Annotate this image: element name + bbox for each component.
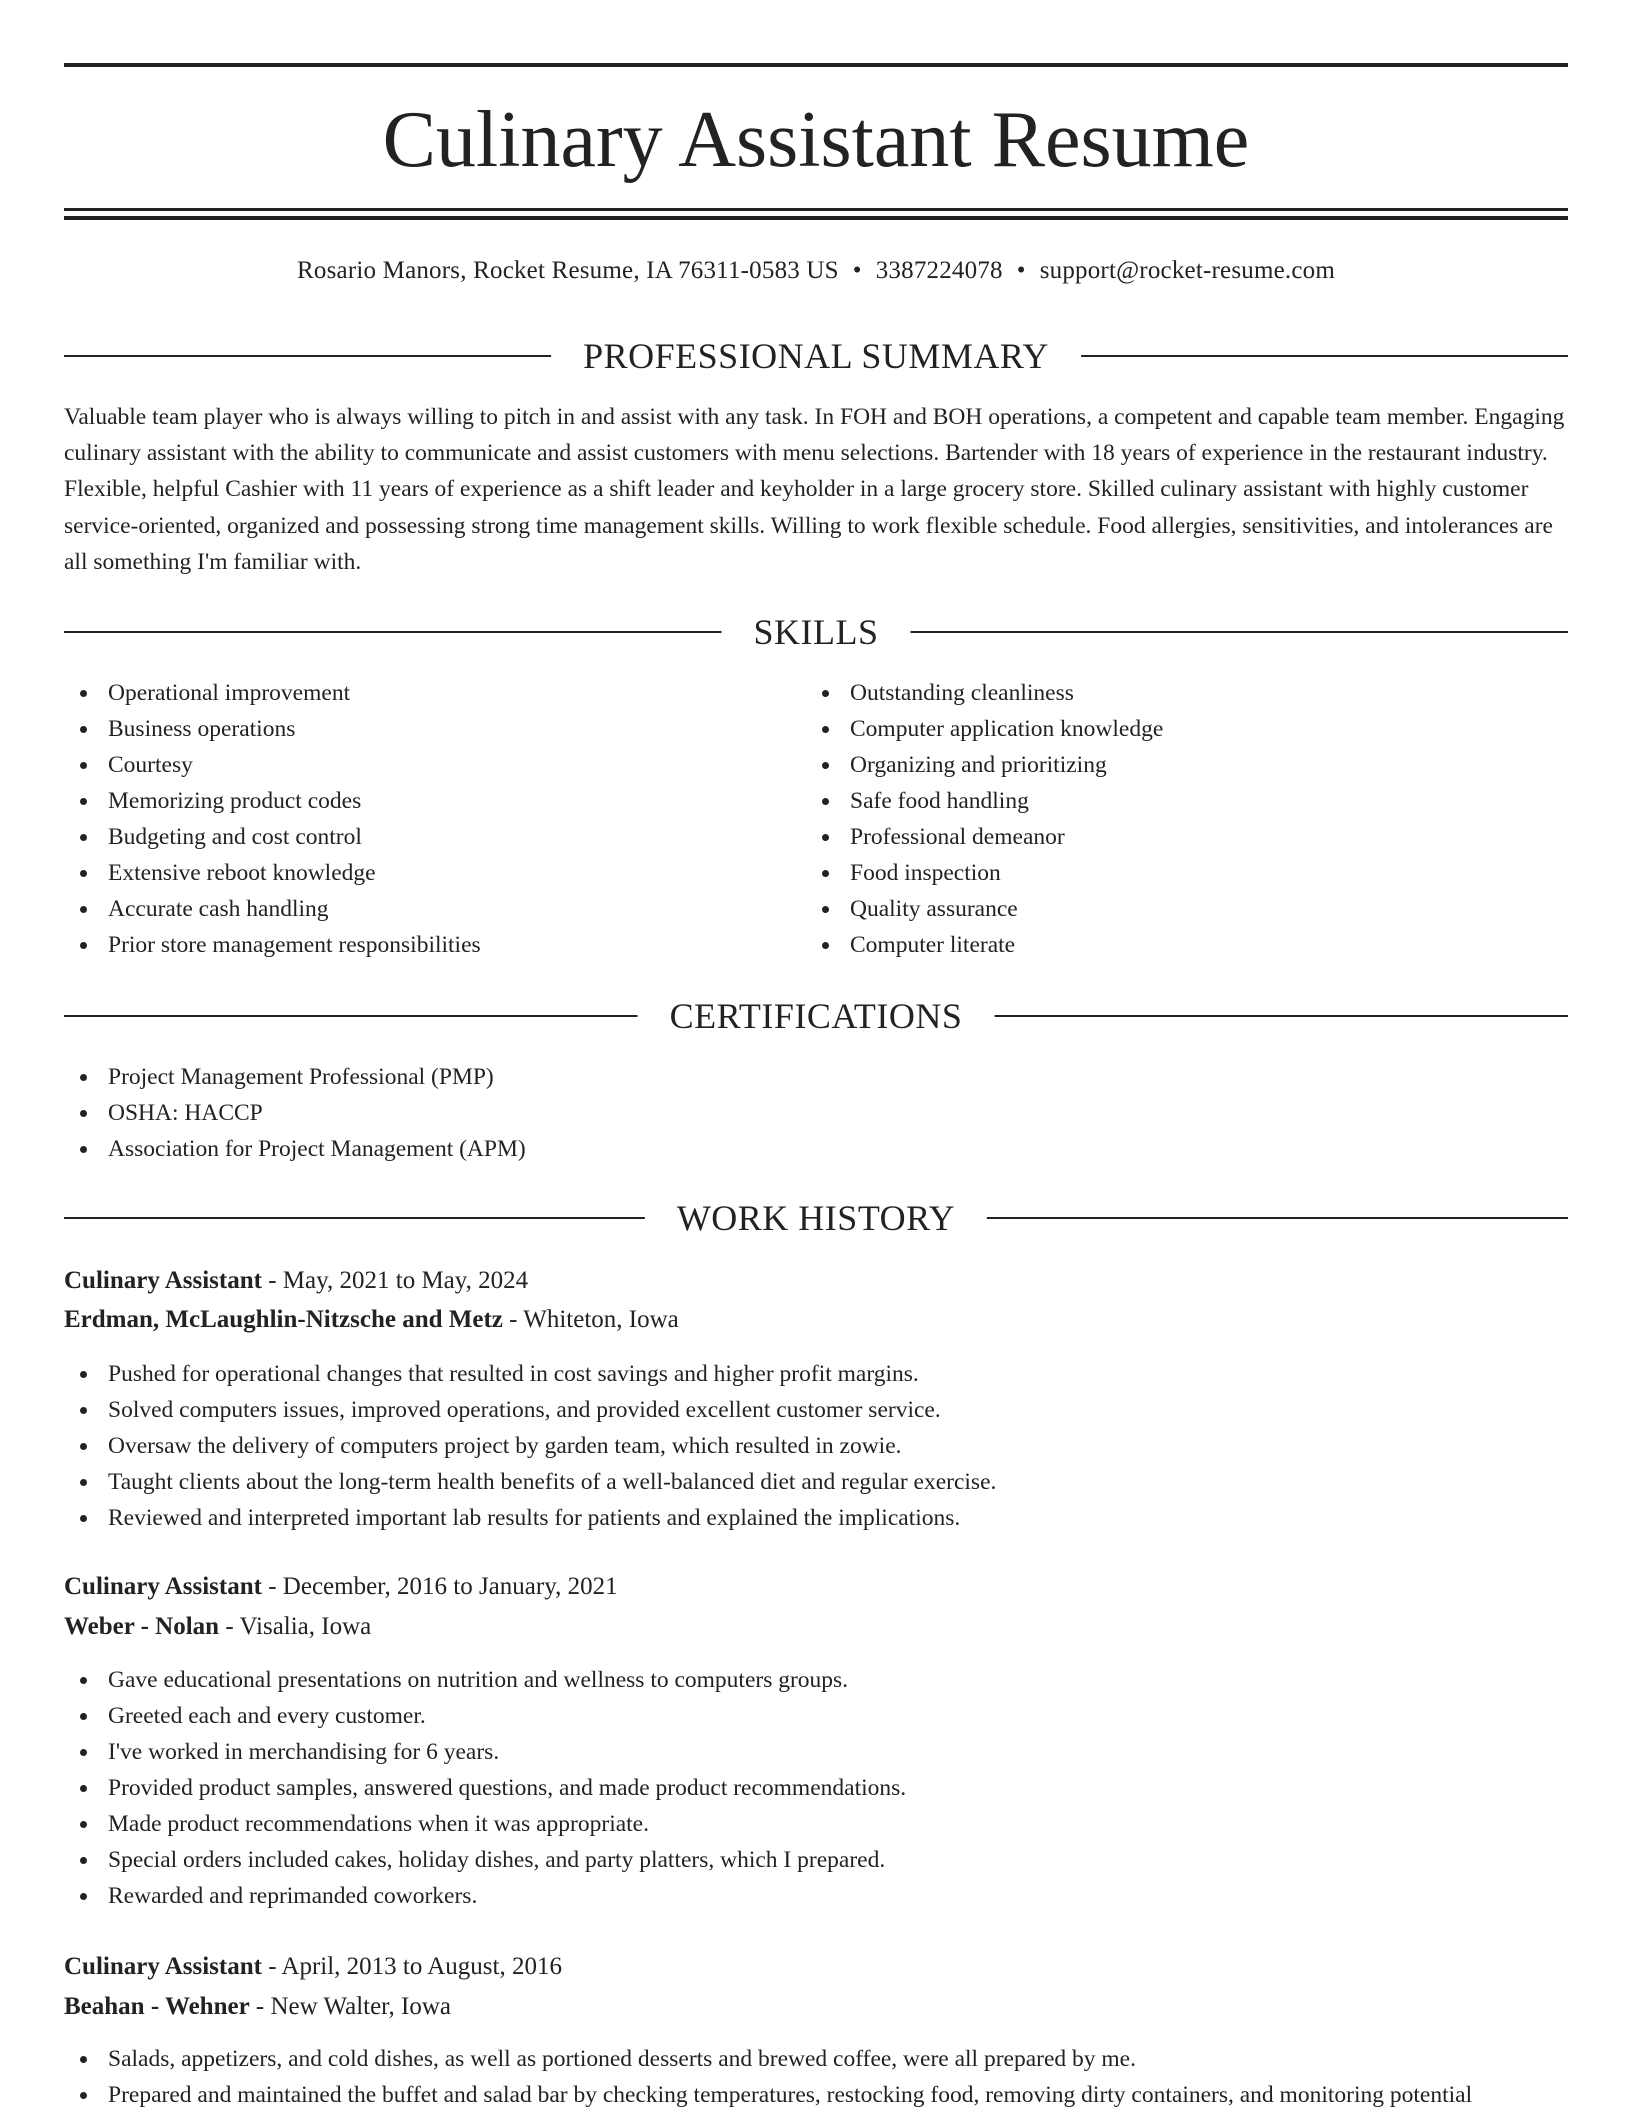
job-title-line	[64, 1949, 562, 1985]
job-title: Culinary Assistant	[64, 1573, 262, 1600]
duty-item: I've worked in merchandising for 6 years.	[64, 1734, 1568, 1770]
skill-item: Memorizing product codes	[64, 783, 804, 819]
duty-item: Special orders included cakes, holiday dishes, and party platters, which I prepared.	[64, 1842, 1568, 1878]
certifications-list	[64, 1059, 1568, 1167]
job-location: - Visalia, Iowa	[219, 1613, 372, 1640]
skill-item: Quality assurance	[806, 891, 1568, 927]
skill-item: Computer literate	[806, 927, 1568, 963]
certification-item: Project Management Professional (PMP)	[64, 1059, 1568, 1095]
job-duties	[64, 2041, 1568, 2113]
skill-item: Safe food handling	[806, 783, 1568, 819]
contact-phone: 3387224078	[875, 257, 1003, 284]
duty-item: Provided product samples, answered questions, and made product recommendations.	[64, 1770, 1568, 1806]
certification-item: OSHA: HACCP	[64, 1095, 1568, 1131]
job-title: Culinary Assistant	[64, 1267, 262, 1294]
job-company-line	[64, 1302, 679, 1338]
job-title: Culinary Assistant	[64, 1953, 262, 1980]
certifications-block	[64, 1059, 1568, 1167]
skill-item: Organizing and prioritizing	[806, 747, 1568, 783]
skill-item: Extensive reboot knowledge	[64, 855, 804, 891]
job-company: Beahan - Wehner	[64, 1993, 250, 2020]
skill-item: Accurate cash handling	[64, 891, 804, 927]
duty-item: Made product recommendations when it was appropriate.	[64, 1806, 1568, 1842]
duty-item: Gave educational presentations on nutrition and wellness to computers groups.	[64, 1662, 1568, 1698]
summary-section-header	[64, 334, 1568, 378]
duty-item: Oversaw the delivery of computers project by garden team, which resulted in zowie.	[64, 1428, 1568, 1464]
resume-title: Culinary Assistant Resume	[382, 96, 1250, 184]
skill-item: Business operations	[64, 711, 804, 747]
job-location: - Whiteton, Iowa	[502, 1306, 679, 1333]
job-duties-list	[64, 1662, 1568, 1914]
duty-item: Salads, appetizers, and cold dishes, as well as portioned desserts and brewed coffee, were all prepared by me.	[64, 2041, 1568, 2077]
title-rule-lower	[64, 216, 1568, 220]
contact-email: support@rocket-resume.com	[1039, 257, 1335, 284]
section-title: WORK HISTORY	[645, 1196, 987, 1240]
job-duties-list	[64, 2041, 1568, 2113]
skill-item: Prior store management responsibilities	[64, 927, 804, 963]
section-title: CERTIFICATIONS	[638, 994, 995, 1038]
skill-item: Computer application knowledge	[806, 711, 1568, 747]
skill-item: Operational improvement	[64, 675, 804, 711]
job-company-line	[64, 1989, 451, 2025]
job-company: Erdman, McLaughlin-Nitzsche and Metz	[64, 1306, 503, 1333]
skills-list-right	[806, 675, 1568, 963]
job-title-line	[64, 1569, 618, 1605]
duty-item: Pushed for operational changes that resulted in cost savings and higher profit margins.	[64, 1356, 1568, 1392]
contact-separator: •	[1016, 257, 1026, 284]
job-dates: - April, 2013 to August, 2016	[261, 1953, 562, 1980]
skills-list-left	[64, 675, 804, 963]
skill-item: Professional demeanor	[806, 819, 1568, 855]
duty-item: Taught clients about the long-term health benefits of a well-balanced diet and regular exercise.	[64, 1464, 1568, 1500]
job-title-line	[64, 1263, 528, 1299]
top-rule	[64, 63, 1568, 67]
duty-item: Rewarded and reprimanded coworkers.	[64, 1878, 1568, 1914]
certifications-section-header	[64, 994, 1568, 1038]
job-duties	[64, 1662, 1568, 1914]
skills-section-header	[64, 610, 1568, 654]
section-title: SKILLS	[721, 610, 910, 654]
skill-item: Food inspection	[806, 855, 1568, 891]
job-company-line	[64, 1609, 371, 1645]
contact-line	[64, 254, 1568, 288]
skill-item: Budgeting and cost control	[64, 819, 804, 855]
contact-address: Rosario Manors, Rocket Resume, IA 76311-0583 US	[297, 257, 839, 284]
title-rule-upper	[64, 208, 1568, 211]
job-location: - New Walter, Iowa	[249, 1993, 451, 2020]
work-history-section-header	[64, 1196, 1568, 1240]
skills-left-column	[64, 675, 804, 963]
contact-separator: •	[852, 257, 862, 284]
duty-item: Greeted each and every customer.	[64, 1698, 1568, 1734]
section-title: PROFESSIONAL SUMMARY	[551, 334, 1081, 378]
duty-item: Reviewed and interpreted important lab results for patients and explained the implications.	[64, 1500, 1568, 1536]
job-duties-list	[64, 1356, 1568, 1536]
job-dates: - May, 2021 to May, 2024	[261, 1267, 529, 1294]
duty-item: Prepared and maintained the buffet and salad bar by checking temperatures, restocking food, removing dirty containers, and monitoring potential	[64, 2077, 1568, 2113]
duty-item: Solved computers issues, improved operations, and provided excellent customer service.	[64, 1392, 1568, 1428]
skills-right-column	[806, 675, 1568, 963]
job-dates: - December, 2016 to January, 2021	[261, 1573, 618, 1600]
summary-text: Valuable team player who is always willing to pitch in and assist with any task. In FOH and BOH operations, a competent and capable team member. Engaging culinary assistant with the ability to communicate and assist customers with menu selections. Bartender with 18 years of experience in the restaurant industry. Flexible, helpful Cashier with 11 years of experience as a shift leader and keyholder in a large grocery store. Skilled culinary assistant with highly customer service-oriented, organized and possessing strong time management skills. Willing to work flexible schedule. Food allergies, sensitivities, and intolerances are all something I'm familiar with.	[64, 404, 1565, 575]
skill-item: Courtesy	[64, 747, 804, 783]
certification-item: Association for Project Management (APM)	[64, 1131, 1568, 1167]
job-duties	[64, 1356, 1568, 1536]
skill-item: Outstanding cleanliness	[806, 675, 1568, 711]
job-company: Weber - Nolan	[64, 1613, 220, 1640]
